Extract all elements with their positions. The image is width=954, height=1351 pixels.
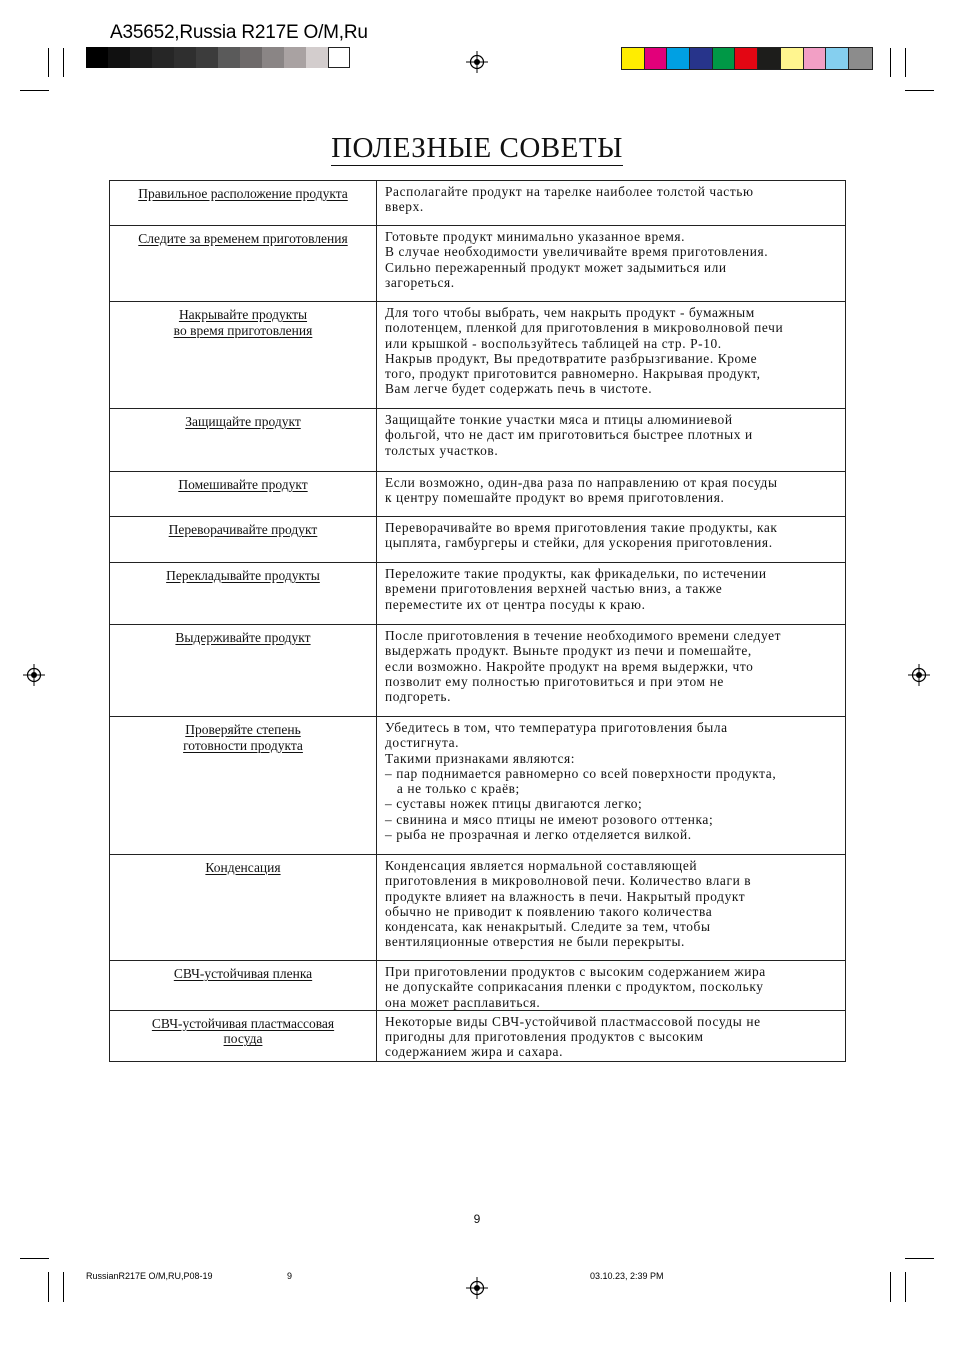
registration-mark-icon [466, 1277, 488, 1299]
table-row [110, 717, 846, 855]
page-number: 9 [473, 1212, 481, 1226]
tip-term-cell [110, 1010, 377, 1061]
tip-description-cell [377, 226, 846, 302]
tip-description-cell [377, 563, 846, 625]
grayscale-swatch [240, 47, 262, 68]
registration-mark-icon [908, 664, 930, 686]
tips-table [109, 180, 846, 1062]
table-row [110, 517, 846, 563]
tip-term-cell [110, 302, 377, 409]
color-swatch [781, 48, 804, 69]
grayscale-swatch [284, 47, 306, 68]
grayscale-swatch [86, 47, 108, 68]
footer-page: 9 [287, 1271, 293, 1281]
grayscale-swatch [130, 47, 152, 68]
tip-term: Следите за временем приготовления [138, 231, 348, 246]
tip-description: Переложите такие продукты, как фрикадельки, по истечении времени приготовления верхней частью вниз, а также переместите их от центра посуды к краю. [385, 566, 767, 612]
tip-term: Выдерживайте продукт [175, 630, 311, 645]
footer-timestamp: 03.10.23, 2:39 PM [590, 1271, 664, 1281]
table-row [110, 226, 846, 302]
grayscale-swatch [152, 47, 174, 68]
page-title: ПОЛЕЗНЫЕ СОВЕТЫ [331, 132, 623, 164]
registration-mark-icon [23, 664, 45, 686]
tip-term: Защищайте продукт [185, 414, 301, 429]
color-swatch [667, 48, 690, 69]
color-swatch [826, 48, 849, 69]
tip-description-cell [377, 961, 846, 1011]
grayscale-swatch [196, 47, 218, 68]
tip-term-cell [110, 472, 377, 517]
tip-description: Некоторые виды СВЧ-устойчивой пластмассовой посуды не пригодны для приготовления продуктов с высоким содержанием жира и сахара. [385, 1013, 761, 1060]
grayscale-calibration-bar [86, 47, 350, 68]
tip-term: Правильное расположение продукта [138, 186, 348, 201]
tip-description: Для того чтобы выбрать, чем накрыть продукт - бумажным полотенцем, пленкой для приготовления в микроволновой печи или крышкой - воспользуйтесь таблицей на стр. P-10. Накрыв продукт, Вы предотвратите разбрызгивание. Кроме того, продукт приготовится равномерно. Накрывая продукт, Вам легче будет содержать печь в чистоте. [385, 305, 784, 397]
table-row [110, 855, 846, 961]
color-swatch [735, 48, 758, 69]
table-row [110, 302, 846, 409]
tip-description: Готовьте продукт минимально указанное время. В случае необходимости увеличивайте время приготовления. Сильно пережаренный продукт может задымиться или загореться. [385, 229, 769, 290]
tip-description: Если возможно, один-два раза по направлению от края посуды к центру помешайте продукт во время приготовления. [385, 475, 778, 506]
grayscale-swatch [174, 47, 196, 68]
tip-description: Переворачивайте во время приготовления такие продукты, как цыплята, гамбургеры и стейки, для ускорения приготовления. [385, 520, 778, 551]
tip-description: Защищайте тонкие участки мяса и птицы алюминиевой фольгой, что не даст им приготовиться быстрее плотных и толстых участков. [385, 412, 753, 458]
color-swatch [758, 48, 781, 69]
tip-description-cell [377, 517, 846, 563]
registration-mark-icon [466, 51, 488, 73]
tip-term: СВЧ-устойчивая пластмассовая посуда [151, 1015, 335, 1047]
tip-description-cell [377, 1010, 846, 1061]
color-swatch [690, 48, 713, 69]
tip-description: Располагайте продукт на тарелке наиболее толстой частью вверх. [385, 184, 754, 215]
table-row [110, 625, 846, 717]
table-row [110, 181, 846, 226]
tip-term-cell [110, 181, 377, 226]
color-swatch [849, 48, 872, 69]
table-row [110, 563, 846, 625]
tip-term: Помешивайте продукт [178, 477, 308, 492]
table-row [110, 472, 846, 517]
tip-description-cell [377, 302, 846, 409]
tip-term-cell [110, 517, 377, 563]
table-row [110, 1010, 846, 1061]
tip-description-cell [377, 472, 846, 517]
tip-term: Проверяйте степень готовности продукта [183, 722, 303, 753]
grayscale-swatch [218, 47, 240, 68]
tip-description-cell [377, 409, 846, 472]
color-calibration-bar [621, 47, 873, 70]
tip-description-cell [377, 625, 846, 717]
grayscale-swatch [306, 47, 328, 68]
tip-description: Конденсация является нормальной составляющей приготовления в микроволновой печи. Количество влаги в продукте влияет на влажность в печи. Накрытый продукт обычно не приводит к появлению такого количества конденсата, как ненакрытый. Следите за тем, чтобы вентиляционные отверстия не были перекрыты. [385, 858, 752, 950]
tip-description: При приготовлении продуктов с высоким содержанием жира не допускайте соприкасания пленки с продуктом, поскольку она может расплавиться. [385, 964, 766, 1010]
tip-description: После приготовления в течение необходимого времени следует выдержать продукт. Выньте продукт из печи и помешайте, если возможно. Накройте продукт на время выдержки, что позволит ему полностью приготовиться и при этом не подгореть. [385, 628, 782, 705]
tip-term: Накрывайте продукты во время приготовления [173, 307, 313, 338]
grayscale-swatch [262, 47, 284, 68]
tip-term-cell [110, 961, 377, 1011]
tip-description-cell [377, 855, 846, 961]
tip-term: Переворачивайте продукт [168, 522, 318, 537]
tip-description: Убедитесь в том, что температура приготовления была достигнута. Такими признаками являются: – пар поднимается равномерно со всей поверхности продукта, а не только с краёв; – суставы ножек птицы двигаются легко; – свинина и мясо птицы не имеют розового оттенка; – рыба не прозрачная и легко отделяется вилкой. [385, 720, 777, 843]
job-header: A35652,Russia R217E O/M,Ru [110, 22, 368, 43]
color-swatch [622, 48, 645, 69]
tip-term: Конденсация [205, 860, 281, 875]
color-swatch [645, 48, 668, 69]
tip-term-cell [110, 717, 377, 855]
tip-term-cell [110, 409, 377, 472]
grayscale-swatch [108, 47, 130, 68]
tip-term-cell [110, 226, 377, 302]
color-swatch [713, 48, 736, 69]
tip-term: Перекладывайте продукты [166, 568, 320, 583]
table-row [110, 961, 846, 1011]
grayscale-swatch [328, 47, 350, 68]
tip-term-cell [110, 855, 377, 961]
tip-term-cell [110, 625, 377, 717]
color-swatch [804, 48, 827, 69]
table-row [110, 409, 846, 472]
tip-description-cell [377, 717, 846, 855]
tip-term-cell [110, 563, 377, 625]
footer-file-name: RussianR217E O/M,RU,P08-19 [86, 1271, 213, 1281]
tip-description-cell [377, 181, 846, 226]
tip-term: СВЧ-устойчивая пленка [173, 966, 313, 981]
